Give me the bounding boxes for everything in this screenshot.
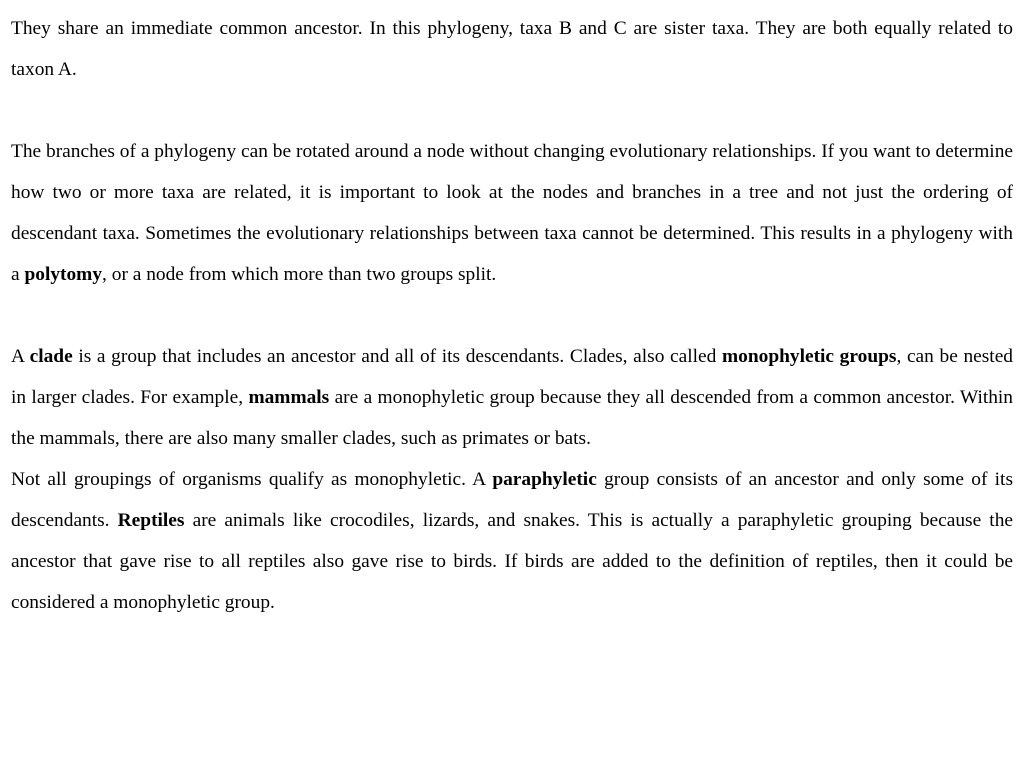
document-body [11, 8, 1013, 623]
term-paraphyletic: paraphyletic [492, 469, 597, 490]
paragraph-spacer [11, 90, 1013, 131]
text-segment: The branches of a phylogeny can be rotated around a node without changing evolutionary relationships. If you want to determine how two or more taxa are related, it is important to look at the nodes and branches in a tree and not just the ordering of descendant taxa. Sometimes the evolutionary relationships between taxa cannot be determined. This results in a phylogeny with a [11, 141, 1013, 285]
paragraph-sister-taxa [11, 8, 1013, 90]
paragraph-spacer [11, 295, 1013, 336]
text-segment: group consists of an ancestor and only some of its descendants. [11, 469, 1013, 531]
paragraph-paraphyletic [11, 459, 1013, 623]
term-mammals: mammals [248, 387, 330, 408]
term-reptiles: Reptiles [117, 510, 185, 531]
text-segment: , or a node from which more than two groups split. [102, 264, 497, 285]
term-clade: clade [29, 346, 73, 367]
text-segment: are a monophyletic group because they all descended from a common ancestor. Within the mammals, there are also many smaller clades, such as primates or bats. [11, 387, 1013, 449]
paragraph-polytomy [11, 131, 1013, 295]
text-segment: Not all groupings of organisms qualify as monophyletic. A [11, 469, 493, 490]
term-monophyletic-groups: monophyletic groups [722, 346, 897, 367]
paragraph-clade [11, 336, 1013, 459]
text-segment: is a group that includes an ancestor and all of its descendants. Clades, also called [72, 346, 722, 367]
text-segment: are animals like crocodiles, lizards, and snakes. This is actually a paraphyletic grouping because the ancestor that gave rise to all reptiles also gave rise to birds. If birds are added to the definition of reptiles, then it could be considered a monophyletic group. [11, 510, 1013, 613]
text-segment: A [11, 346, 30, 367]
term-polytomy: polytomy [24, 264, 103, 285]
text-segment: , can be nested in larger clades. For example, [11, 346, 1013, 408]
text-segment: They share an immediate common ancestor. In this phylogeny, taxa B and C are sister taxa. They are both equally related to taxon A. [11, 18, 1013, 80]
